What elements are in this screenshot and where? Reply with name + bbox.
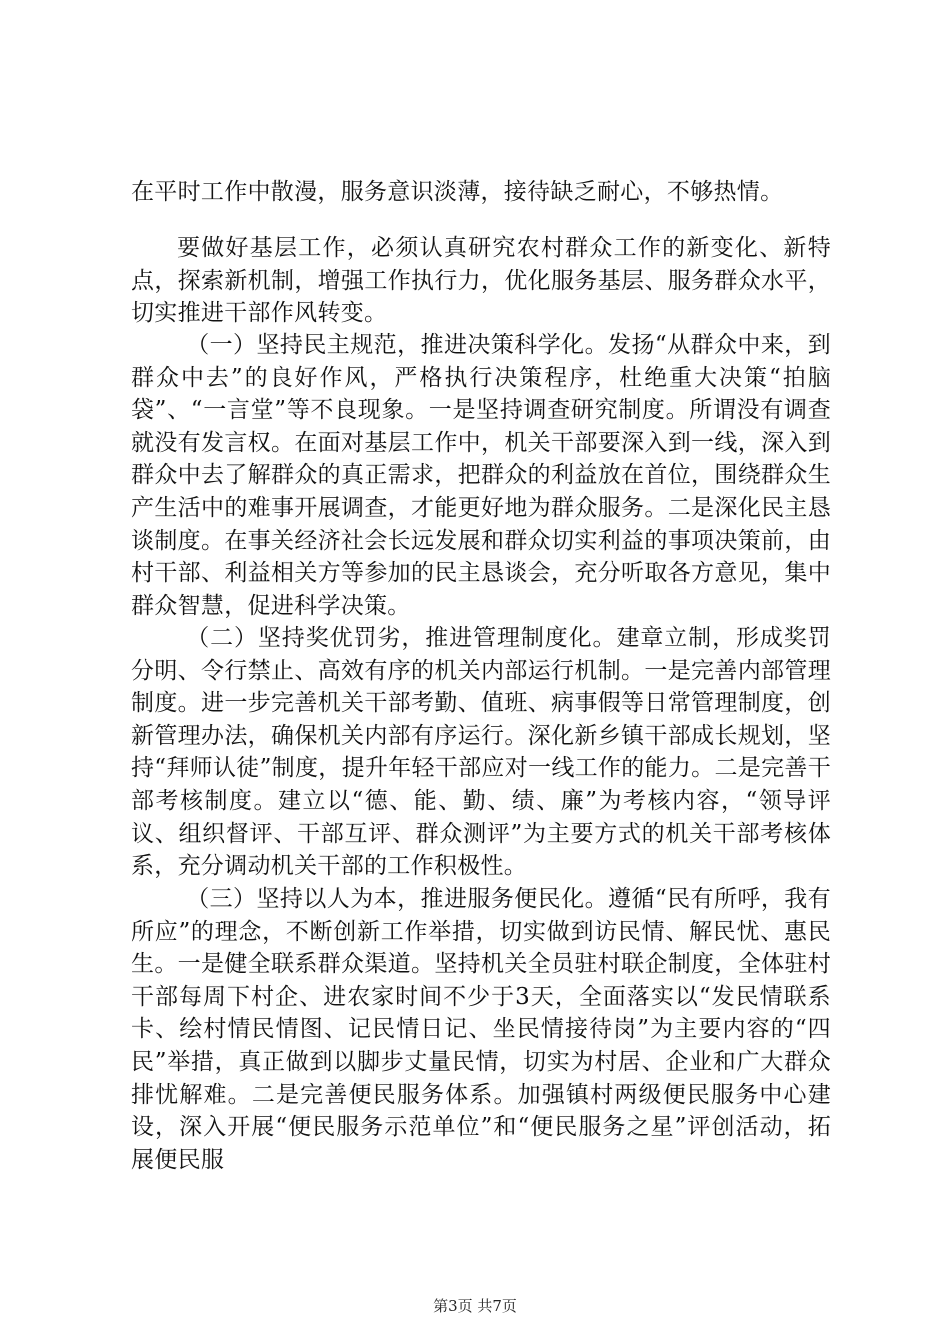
continued-paragraph-line: 在平时工作中散漫，服务意识淡薄，接待缺乏耐心，不够热情。 [131,179,784,205]
paragraph-section-2: （二）坚持奖优罚劣，推进管理制度化。建章立制，形成奖罚分明、令行禁止、高效有序的机关内部运行机制。一是完善内部管理制度。进一步完善机关干部考勤、值班、病事假等日常管理制度，创新管理办法，确保机关内部有序运行。深化新乡镇干部成长规划，坚持“拜师认徒”制度，提升年轻干部应对一线工作的能力。二是完善干部考核制度。建立以“德、能、勤、绩、廉”为考核内容，“领导评议、组织督评、干部互评、群众测评”为主要方式的机关干部考核体系，充分调动机关干部的工作积极性。 [131,625,831,880]
page-number-footer: 第3页 共7页 [433,1297,517,1315]
paragraph-section-1: （一）坚持民主规范，推进决策科学化。发扬“从群众中来，到群众中去”的良好作风，严格执行决策程序，杜绝重大决策“拍脑袋”、“一言堂”等不良现象。一是坚持调查研究制度。所谓没有调查就没有发言权。在面对基层工作中，机关干部要深入到一线，深入到群众中去了解群众的真正需求，把群众的利益放在首位，围绕群众生产生活中的难事开展调查，才能更好地为群众服务。二是深化民主恳谈制度。在事关经济社会长远发展和群众切实利益的事项决策前，由村干部、利益相关方等参加的民主恳谈会，充分听取各方意见，集中群众智慧，促进科学决策。 [131,332,831,619]
paragraph-intro: 要做好基层工作，必须认真研究农村群众工作的新变化、新特点，探索新机制，增强工作执行力，优化服务基层、服务群众水平，切实推进干部作风转变。 [131,235,831,327]
paragraph-section-3: （三）坚持以人为本，推进服务便民化。遵循“民有所呼，我有所应”的理念，不断创新工作举措，切实做到访民情、解民忧、惠民生。一是健全联系群众渠道。坚持机关全员驻村联企制度，全体驻村干部每周下村企、进农家时间不少于3天，全面落实以“发民情联系卡、绘村情民情图、记民情日记、坐民情接待岗”为主要内容的“四民”举措，真正做到以脚步丈量民情，切实为村居、企业和广大群众排忧解难。二是完善便民服务体系。加强镇村两级便民服务中心建设，深入开展“便民服务示范单位”和“便民服务之星”评创活动，拓展便民服 [131,886,831,1173]
